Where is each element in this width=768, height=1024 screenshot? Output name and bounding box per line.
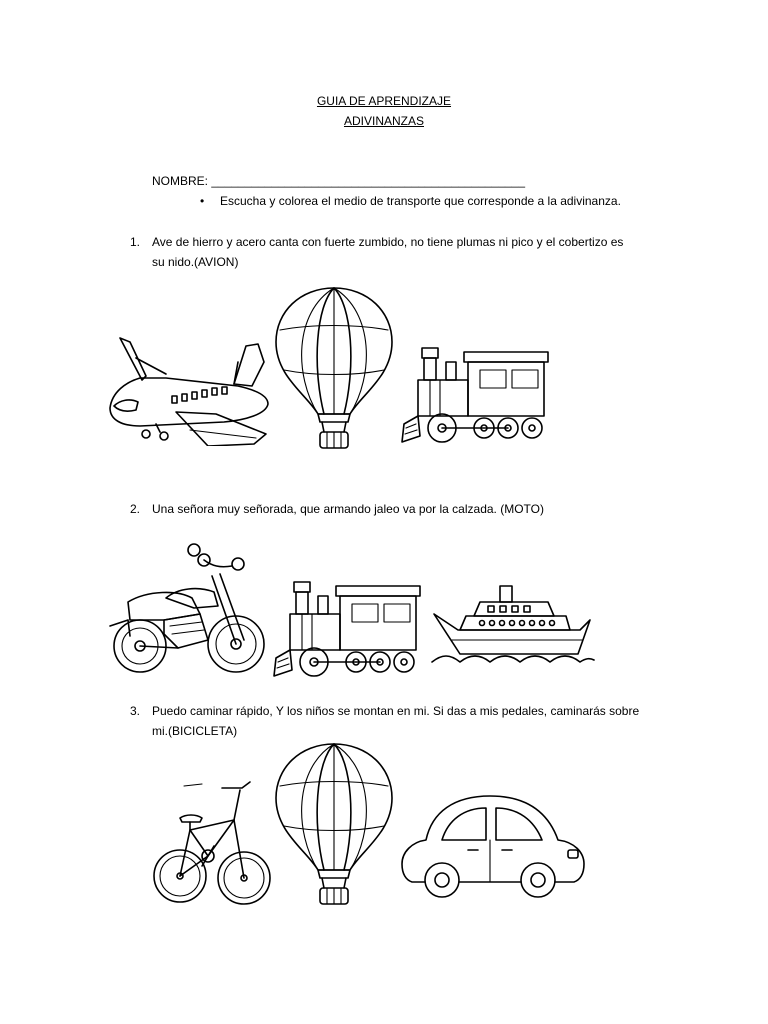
page-title: GUIA DE APRENDIZAJE (316, 94, 452, 108)
riddle-2-number: 2. (130, 502, 141, 516)
bicycle-icon[interactable] (150, 770, 274, 910)
train-icon[interactable] (272, 576, 424, 680)
riddle-1-line1: Ave de hierro y acero canta con fuerte zumbido, no tiene plumas ni pico y el cobertizo es (152, 235, 624, 249)
hot-air-balloon-icon[interactable] (272, 742, 396, 908)
motorcycle-icon[interactable] (108, 536, 270, 676)
airplane-icon[interactable] (106, 334, 276, 446)
instruction-bullet: • (200, 194, 205, 208)
riddle-1-line2: su nido.(AVION) (152, 255, 239, 269)
instruction-text: Escucha y colorea el medio de transporte que corresponde a la adivinanza. (220, 194, 621, 208)
riddle-3-line2: mi.(BICICLETA) (152, 724, 238, 738)
hot-air-balloon-icon[interactable] (272, 286, 396, 452)
name-field[interactable] (152, 174, 525, 188)
page-subtitle: ADIVINANZAS (343, 114, 424, 128)
train-icon[interactable] (400, 342, 552, 446)
riddle-2-line1: Una señora muy señorada, que armando jaleo va por la calzada. (MOTO) (152, 502, 544, 516)
car-icon[interactable] (398, 790, 588, 900)
riddle-3-line1: Puedo caminar rápido, Y los niños se montan en mi. Si das a mis pedales, caminarás sobre (152, 704, 640, 718)
name-label: NOMBRE: (152, 174, 209, 188)
riddle-3-number: 3. (130, 704, 141, 718)
name-blank[interactable]: _______________________________________________ (211, 174, 526, 188)
riddle-1-number: 1. (130, 235, 141, 249)
ship-icon[interactable] (430, 584, 596, 670)
